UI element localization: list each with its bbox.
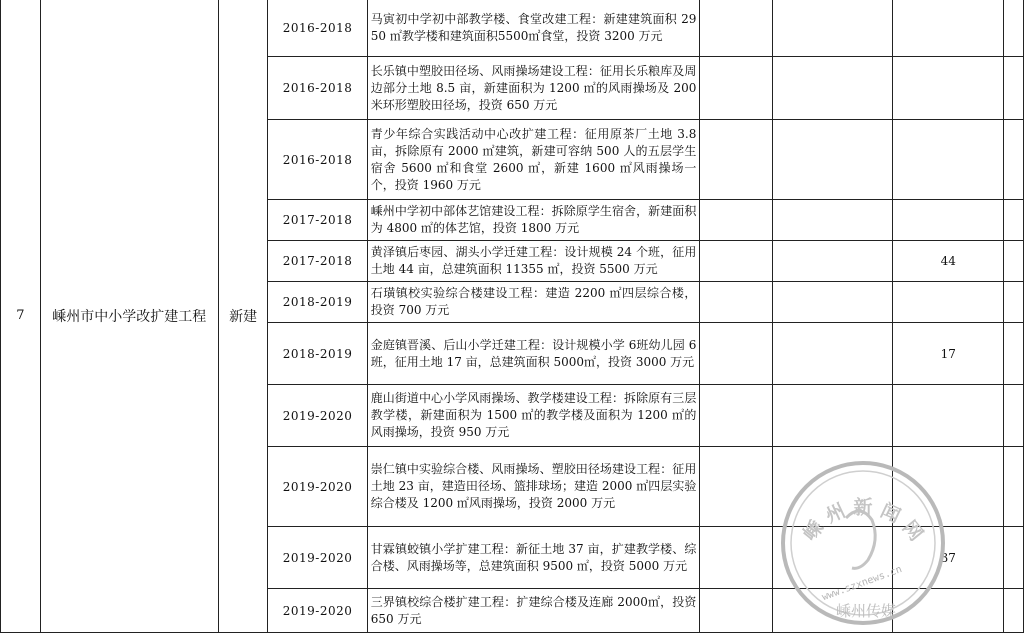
value-cell xyxy=(893,385,1004,447)
edge-cell xyxy=(1004,241,1024,282)
watermark-stamp xyxy=(768,448,958,638)
content-cell: 三界镇校综合楼扩建工程：扩建综合楼及连廊 2000㎡，投资 650 万元 xyxy=(367,589,700,633)
content-cell: 长乐镇中塑胶田径场、风雨操场建设工程：征用长乐粮库及周边部分土地 8.5 亩，新建面积为 1200 ㎡的风雨操场及 200 米环形塑胶田径场，投资 650 万元 xyxy=(367,57,700,120)
content-cell: 崇仁镇中实验综合楼、风雨操场、塑胶田径场建设工程：征用土地 23 亩，建造田径场、篮排球场；建造 2000 ㎡四层实验综合楼及 1200 ㎡风雨操场，投资 2000 万元 xyxy=(367,447,700,527)
project-name-cell: 嵊州市中小学改扩建工程 xyxy=(40,0,218,633)
stamp-url: www.szxnews.cn xyxy=(820,564,904,604)
value-cell xyxy=(893,200,1004,241)
value-cell xyxy=(893,0,1004,57)
content-cell: 黄泽镇后枣园、湖头小学迁建工程：设计规模 24 个班，征用土地 44 亩，总建筑面积 11355 ㎡，投资 5500 万元 xyxy=(367,241,700,282)
content-cell: 马寅初中学初中部教学楼、食堂改建工程：新建建筑面积 2950 ㎡教学楼和建筑面积5500㎡食堂，投资 3200 万元 xyxy=(367,0,700,57)
value-cell: 37 xyxy=(893,527,1004,589)
empty-cell xyxy=(700,282,772,323)
value-cell xyxy=(772,323,893,385)
value-cell xyxy=(772,57,893,120)
content-cell: 鹿山街道中心小学风雨操场、教学楼建设工程：拆除原有三层教学楼，新建面积为 1500 ㎡的教学楼及面积为 1200 ㎡的风雨操场，投资 950 万元 xyxy=(367,385,700,447)
year-cell: 2018-2019 xyxy=(268,282,367,323)
edge-cell xyxy=(1004,0,1024,57)
content-cell: 金庭镇晋溪、后山小学迁建工程：设计规模小学 6班幼儿园 6 班，征用土地 17 亩，总建筑面积 5000㎡，投资 3000 万元 xyxy=(367,323,700,385)
empty-cell xyxy=(700,57,772,120)
empty-cell xyxy=(700,385,772,447)
edge-cell xyxy=(1004,282,1024,323)
row-number-cell: 7 xyxy=(1,0,41,633)
empty-cell xyxy=(700,241,772,282)
edge-cell xyxy=(1004,323,1024,385)
value-cell: 17 xyxy=(893,323,1004,385)
value-cell: 44 xyxy=(893,241,1004,282)
edge-cell xyxy=(1004,589,1024,633)
value-cell xyxy=(772,200,893,241)
value-cell xyxy=(772,241,893,282)
year-cell: 2019-2020 xyxy=(268,385,367,447)
content-cell: 甘霖镇蛟镇小学扩建工程：新征土地 37 亩，扩建教学楼、综合楼、风雨操场等，总建筑面积 9500 ㎡，投资 5000 万元 xyxy=(367,527,700,589)
empty-cell xyxy=(700,0,772,57)
edge-cell xyxy=(1004,447,1024,527)
year-cell: 2017-2018 xyxy=(268,200,367,241)
edge-cell xyxy=(1004,120,1024,200)
construction-type-cell: 新建 xyxy=(218,0,268,633)
value-cell xyxy=(893,57,1004,120)
empty-cell xyxy=(700,200,772,241)
content-cell: 嵊州中学初中部体艺馆建设工程：拆除原学生宿舍，新建面积为 4800 ㎡的体艺馆，投资 1800 万元 xyxy=(367,200,700,241)
edge-cell xyxy=(1004,527,1024,589)
empty-cell xyxy=(700,447,772,527)
stamp-top-text: 嵊 州 新 闻 网 xyxy=(798,496,928,546)
table-row xyxy=(1,0,1024,57)
empty-cell xyxy=(700,120,772,200)
edge-cell xyxy=(1004,57,1024,120)
year-cell: 2017-2018 xyxy=(268,241,367,282)
year-cell: 2016-2018 xyxy=(268,0,367,57)
value-cell xyxy=(893,282,1004,323)
value-cell xyxy=(772,385,893,447)
content-cell: 石璜镇校实验综合楼建设工程：建造 2200 ㎡四层综合楼，投资 700 万元 xyxy=(367,282,700,323)
year-cell: 2019-2020 xyxy=(268,527,367,589)
content-cell: 青少年综合实践活动中心改扩建工程：征用原茶厂土地 3.8 亩，拆除原有 2000 ㎡建筑，新建可容纳 500 人的五层学生宿舍 5600 ㎡和食堂 2600 ㎡，新建 1600 ㎡风雨操场一个，投资 1960 万元 xyxy=(367,120,700,200)
value-cell xyxy=(893,120,1004,200)
year-cell: 2016-2018 xyxy=(268,57,367,120)
value-cell xyxy=(772,120,893,200)
value-cell xyxy=(772,282,893,323)
year-cell: 2018-2019 xyxy=(268,323,367,385)
year-cell: 2019-2020 xyxy=(268,589,367,633)
empty-cell xyxy=(700,527,772,589)
year-cell: 2016-2018 xyxy=(268,120,367,200)
empty-cell xyxy=(700,589,772,633)
edge-cell xyxy=(1004,200,1024,241)
year-cell: 2019-2020 xyxy=(268,447,367,527)
edge-cell xyxy=(1004,385,1024,447)
value-cell xyxy=(772,0,893,57)
stamp-bottom-text: 嵊州传媒 xyxy=(835,602,897,620)
empty-cell xyxy=(700,323,772,385)
